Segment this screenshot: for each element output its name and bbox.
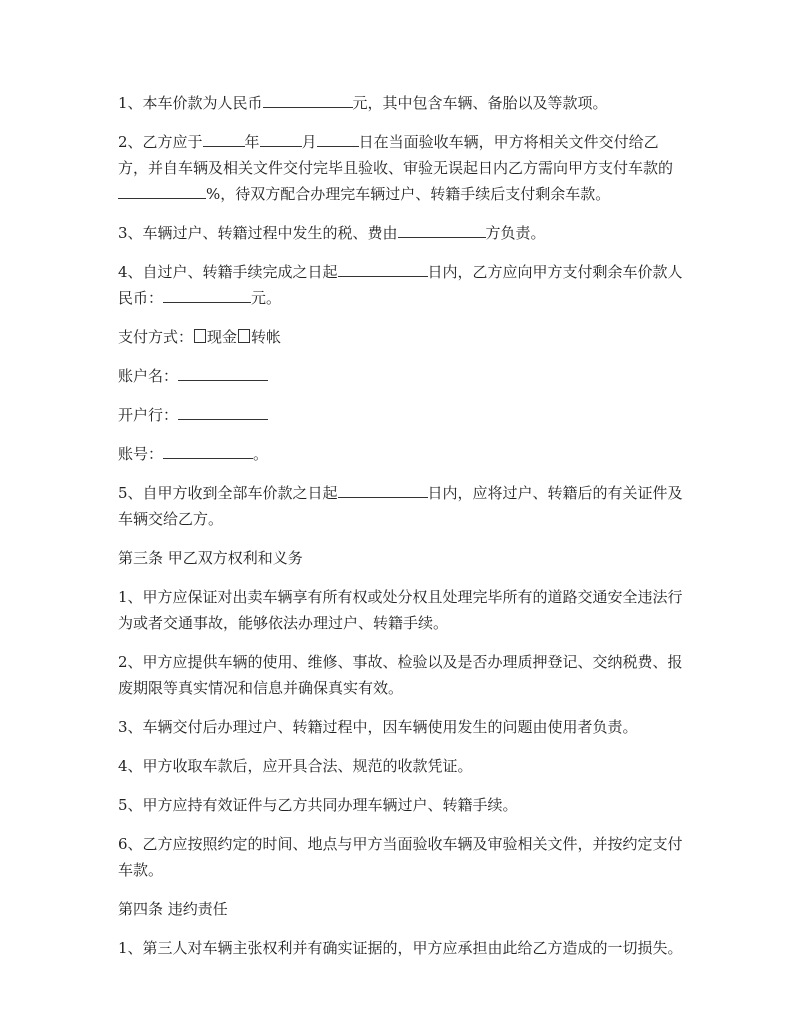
clause-delivery	[118, 480, 684, 532]
blank-bank[interactable]	[178, 403, 268, 420]
clause-fees	[118, 220, 684, 246]
blank-amount[interactable]	[163, 286, 251, 303]
clause-text: 日内，乙方应向甲方支付剩余车价款人民币：	[118, 263, 683, 307]
account-number-label: 账号：	[118, 445, 164, 463]
contract-body	[118, 90, 684, 974]
clause-text: 日内，应将过户、转籍后的有关证件及车辆交给乙方。	[118, 484, 683, 528]
article-4-item: 1、第三人对车辆主张权利并有确实证据的，甲方应承担由此给乙方造成的一切损失。	[118, 939, 683, 957]
account-number-line	[118, 441, 684, 467]
blank-party[interactable]	[398, 221, 486, 238]
clause-text: 元，其中包含车辆、备胎以及等款项。	[352, 94, 608, 112]
article-3-item: 3、车辆交付后办理过户、转籍过程中，因车辆使用发生的问题由使用者负责。	[118, 718, 638, 736]
blank-account-number[interactable]	[163, 442, 253, 459]
article-3-item: 1、甲方应保证对出卖车辆享有所有权或处分权且处理完毕所有的道路交通安全违法行为或者交通事故，能够依法办理过户、转籍手续。	[118, 588, 683, 632]
clause-inspection	[118, 129, 684, 207]
clause-text: 日在当面验收车辆，甲方将相关文件交付给乙方，并自车辆及相关文件交付完毕且验收、审验无误起日内乙方需向甲方支付车款的	[118, 133, 674, 177]
blank-day[interactable]	[317, 130, 359, 147]
clause-text: 5、自甲方收到全部车价款之日起	[118, 484, 338, 502]
bank-label: 开户行：	[118, 406, 179, 424]
article-3-item: 6、乙方应按照约定的时间、地点与甲方当面验收车辆及审验相关文件，并按约定支付车款。	[118, 835, 683, 879]
article-3-item: 2、甲方应提供车辆的使用、维修、事故、检验以及是否办理质押登记、交纳税费、报废期限等真实情况和信息并确保真实有效。	[118, 653, 683, 697]
clause-text: 4、自过户、转籍手续完成之日起	[118, 263, 338, 281]
blank-delivery-days[interactable]	[338, 481, 428, 498]
checkbox-transfer[interactable]	[238, 329, 250, 343]
blank-days[interactable]	[338, 260, 428, 277]
article-3-item: 4、甲方收取车款后，应开具合法、规范的收款凭证。	[118, 757, 473, 775]
clause-text: 月	[301, 133, 317, 151]
checkbox-cash[interactable]	[194, 329, 206, 343]
clause-price	[118, 90, 684, 116]
clause-text: 2、乙方应于	[118, 133, 203, 151]
clause-text: %，待双方配合办理完车辆过户、转籍手续后支付剩余车款。	[206, 185, 611, 203]
bank-line	[118, 402, 684, 428]
clause-text: 方负责。	[485, 224, 546, 242]
blank-month[interactable]	[260, 130, 302, 147]
article-3-title: 第三条 甲乙双方权利和义务	[118, 549, 303, 567]
clause-text: 3、车辆过户、转籍过程中发生的税、费由	[118, 224, 398, 242]
clause-remaining	[118, 259, 684, 311]
blank-year[interactable]	[203, 130, 245, 147]
account-name-line	[118, 363, 684, 389]
clause-text: 1、本车价款为人民币	[118, 94, 263, 112]
clause-text: 。	[253, 445, 269, 463]
option-transfer-label: 转帐	[251, 328, 282, 346]
blank-price[interactable]	[263, 91, 353, 108]
article-4-title: 第四条 违约责任	[118, 900, 228, 918]
payment-method	[118, 324, 684, 350]
payment-label: 支付方式：	[118, 328, 194, 346]
blank-percent[interactable]	[118, 182, 206, 199]
clause-text: 年	[244, 133, 260, 151]
article-3-item: 5、甲方应持有效证件与乙方共同办理车辆过户、转籍手续。	[118, 796, 518, 814]
blank-account-name[interactable]	[178, 364, 268, 381]
clause-text: 元。	[251, 289, 282, 307]
account-name-label: 账户名：	[118, 367, 179, 385]
option-cash-label: 现金	[207, 328, 238, 346]
